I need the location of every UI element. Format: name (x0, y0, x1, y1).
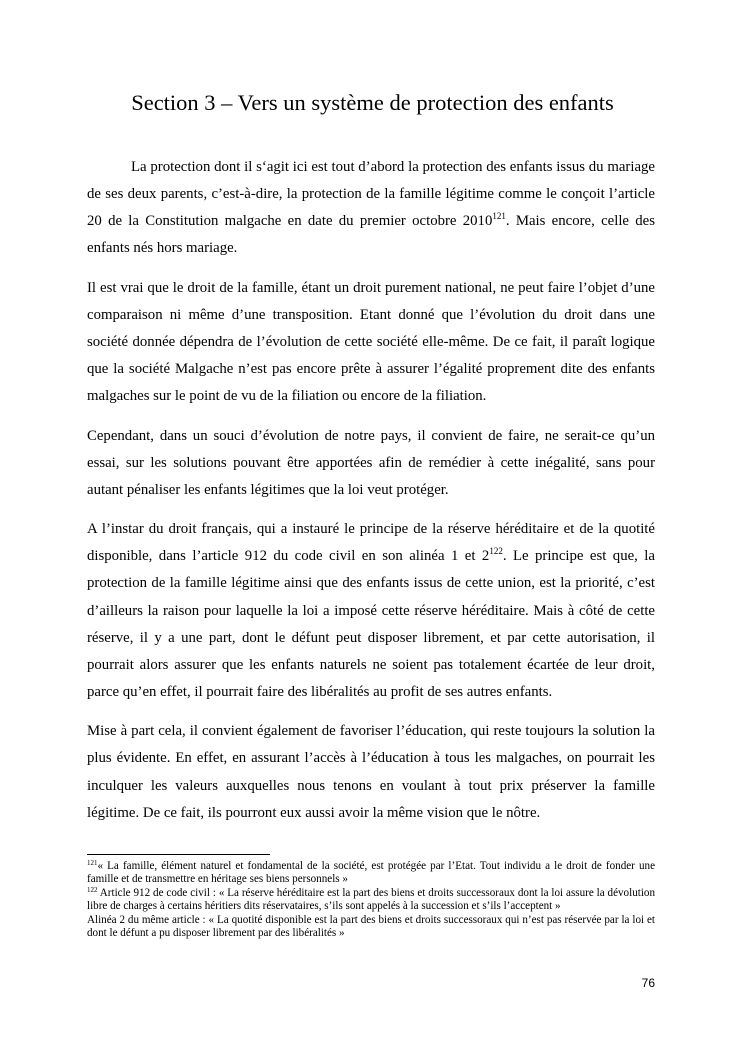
paragraph-4-text: A l’instar du droit français, qui a instauré le principe de la réserve héréditaire et de la quotité disponible, dans l’article 912 du code civil en son alinéa 1 et 2 (87, 521, 655, 565)
footnote-122-continuation: Alinéa 2 du même article : « La quotité disponible est la part des biens et droits successoraux qui n’est pas réservée par la loi et dont le défunt a pu disposer librement par des libéralités » (87, 913, 655, 940)
footnote-number-121: 121 (87, 859, 98, 867)
footnote-ref-121[interactable]: 121 (492, 211, 506, 222)
footnote-number-122: 122 (87, 885, 98, 894)
paragraph-4-text-end: . Le principe est que, la protection de la famille légitime ainsi que des enfants issus de cette union, est la priorité, c’est d’ailleurs la raison pour laquelle la loi a imposé cette réserve héréditaire. Mais à côté de cette réserve, il y a une part, dont le défunt peut disposer librement, et par cette autorisation, il pourrait alors assurer que les enfants naturels ne soient pas totalement écartée de leur droit, parce qu’en effet, il pourrait faire des libéralités au profit de ses autres enfants. (87, 548, 655, 700)
footnote-ref-122[interactable]: 122 (489, 546, 503, 557)
paragraph-4 (87, 516, 655, 706)
paragraph-1-text: La protection dont il s‘agit ici est tout d’abord la protection des enfants issus du mariage de ses deux parents, c’est-à-dire, la protection de la famille légitime comme le conçoit l’article 20 de la Constitution malgache en date du premier octobre 2010 (87, 159, 655, 230)
footnote-122 (87, 887, 655, 914)
footnotes (87, 860, 655, 940)
paragraph-2: Il est vrai que le droit de la famille, étant un droit purement national, ne peut faire l’objet d’une comparaison ni même d’une transposition. Etant donné que l’évolution du droit dans une société donnée dépendra de l’évolution de cette société elle-même. De ce fait, il paraît logique que la société Malgache n’est pas encore prête à assurer l’égalité proprement dite des enfants malgaches sur le point de vu de la filiation ou encore de la filiation. (87, 279, 655, 405)
footnote-separator (87, 854, 270, 855)
paragraph-1 (87, 154, 655, 262)
footnote-121-text: « La famille, élément naturel et fondamental de la société, est protégée par l’Etat. Tout individu a le droit de fonder une famille et de transmettre en héritage ses biens personnels » (87, 860, 655, 886)
paragraph-1-text-end: . Mais encore, celle des enfants nés hors mariage. (87, 213, 655, 257)
footnote-122-text: Article 912 de code civil : « La réserve héréditaire est la part des biens et droits successoraux dont la loi assure la dévolution libre de charges à certains héritiers dits réservataires, s’ils sont appelés à la succession et s’ils l’acceptent » (87, 886, 655, 913)
page-number: 76 (641, 976, 655, 990)
footnote-121 (87, 860, 655, 887)
body-text (87, 154, 655, 839)
section-heading: Section 3 – Vers un système de protection des enfants (131, 90, 614, 115)
paragraph-5: Mise à part cela, il convient également de favoriser l’éducation, qui reste toujours la solution la plus évidente. En effet, en assurant l’accès à l’éducation à tous les malgaches, on pourrait les inculquer les valeurs auxquelles nous tenons en voulant à tout prix préserver la famille légitime. De ce fait, ils pourront eux aussi avoir la même vision que le nôtre. (87, 723, 655, 821)
paragraph-3: Cependant, dans un souci d’évolution de notre pays, il convient de faire, ne serait-ce qu’un essai, sur les solutions pouvant être apportées afin de remédier à cette inégalité, sans pour autant pénaliser les enfants légitimes que la loi veut protéger. (87, 427, 655, 498)
